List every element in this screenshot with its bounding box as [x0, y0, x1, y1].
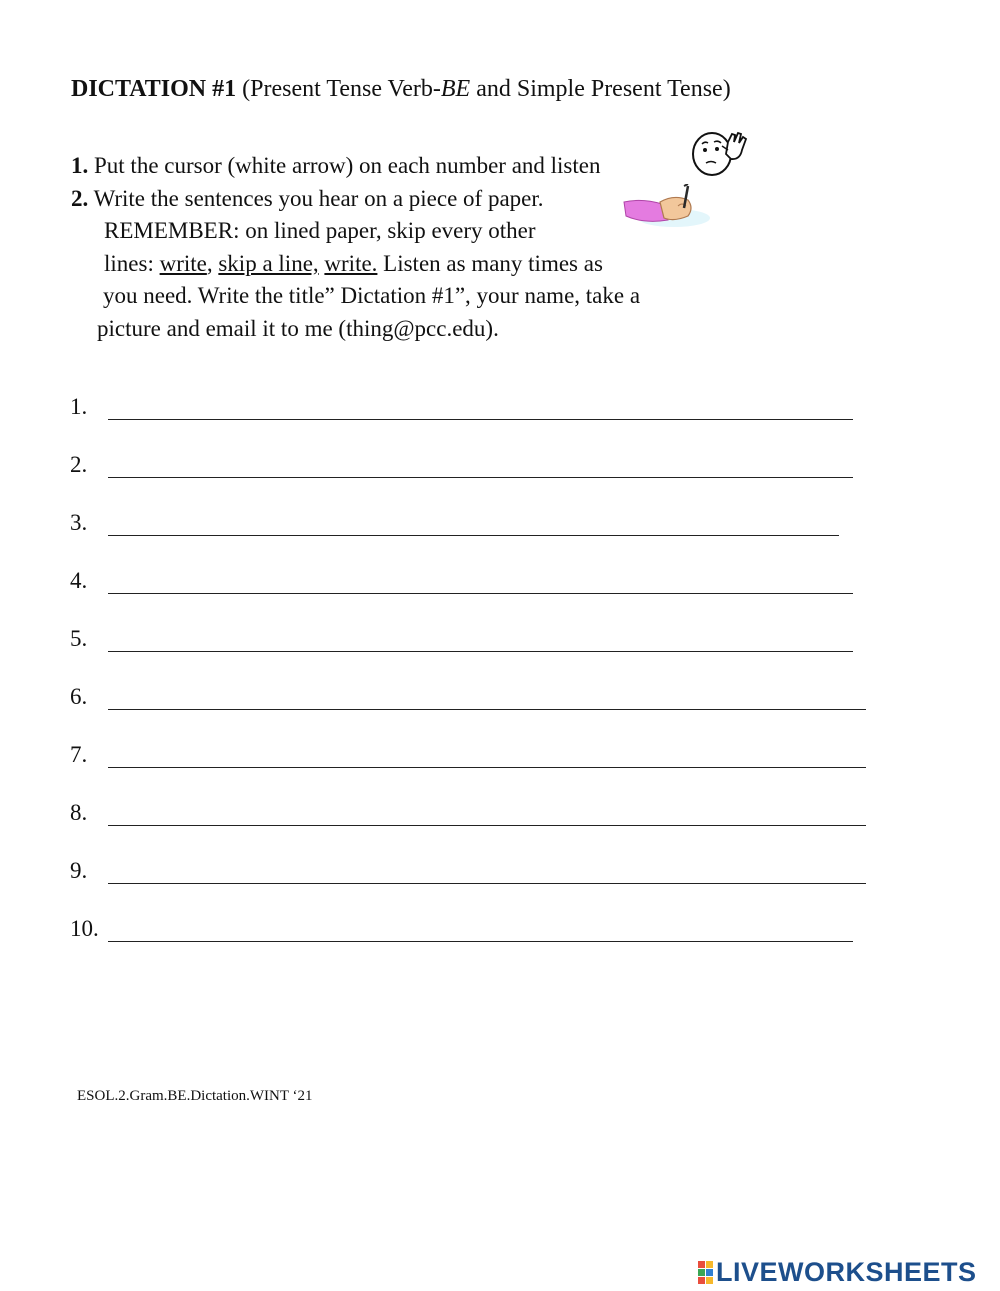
answer-number: 2.: [70, 452, 88, 477]
thinking-face-icon: [688, 128, 754, 178]
footer-code: ESOL.2.Gram.BE.Dictation.WINT ‘21: [77, 1088, 313, 1104]
logo-text: LIVEWORKSHEETS: [716, 1256, 977, 1287]
answer-number: 9.: [70, 858, 88, 883]
answer-number: 7.: [70, 742, 88, 767]
answer-number: 8.: [70, 800, 88, 825]
instruction-1: 1. Put the cursor (white arrow) on each number and listen: [71, 153, 601, 178]
instruction-2: 2. Write the sentences you hear on a piece of paper.: [71, 186, 544, 211]
logo-block: [706, 1269, 713, 1276]
logo-block: [698, 1269, 705, 1276]
writing-hand-icon: [622, 184, 712, 230]
answer-number: 6.: [70, 684, 88, 709]
instruction-email: picture and email it to me (thing@pcc.edu).: [97, 316, 499, 341]
answer-line[interactable]: [108, 419, 853, 420]
logo-block: [698, 1277, 705, 1284]
answer-number: 10.: [70, 916, 99, 941]
answer-line[interactable]: [108, 709, 866, 710]
answer-number: 1.: [70, 394, 88, 419]
answer-line[interactable]: [108, 651, 853, 652]
answer-line[interactable]: [108, 941, 853, 942]
answer-line[interactable]: [108, 883, 866, 884]
worksheet-title: DICTATION #1 (Present Tense Verb-BE and Simple Present Tense): [71, 76, 731, 102]
liveworksheets-logo: [698, 1257, 977, 1287]
answer-number: 3.: [70, 510, 88, 535]
answer-line[interactable]: [108, 477, 853, 478]
answer-line[interactable]: [108, 535, 839, 536]
answer-line[interactable]: [108, 825, 866, 826]
logo-blocks-icon: [698, 1261, 713, 1284]
logo-block: [706, 1261, 713, 1268]
answer-line[interactable]: [108, 593, 853, 594]
answer-number: 4.: [70, 568, 88, 593]
logo-block: [698, 1261, 705, 1268]
instruction-remember: REMEMBER: on lined paper, skip every other: [104, 218, 536, 243]
instruction-title: you need. Write the title” Dictation #1”, your name, take a: [103, 283, 641, 308]
logo-block: [706, 1277, 713, 1284]
answer-number: 5.: [70, 626, 88, 651]
answer-line[interactable]: [108, 767, 866, 768]
instruction-skip-lines: lines: write, skip a line, write. Listen as many times as: [104, 251, 603, 276]
